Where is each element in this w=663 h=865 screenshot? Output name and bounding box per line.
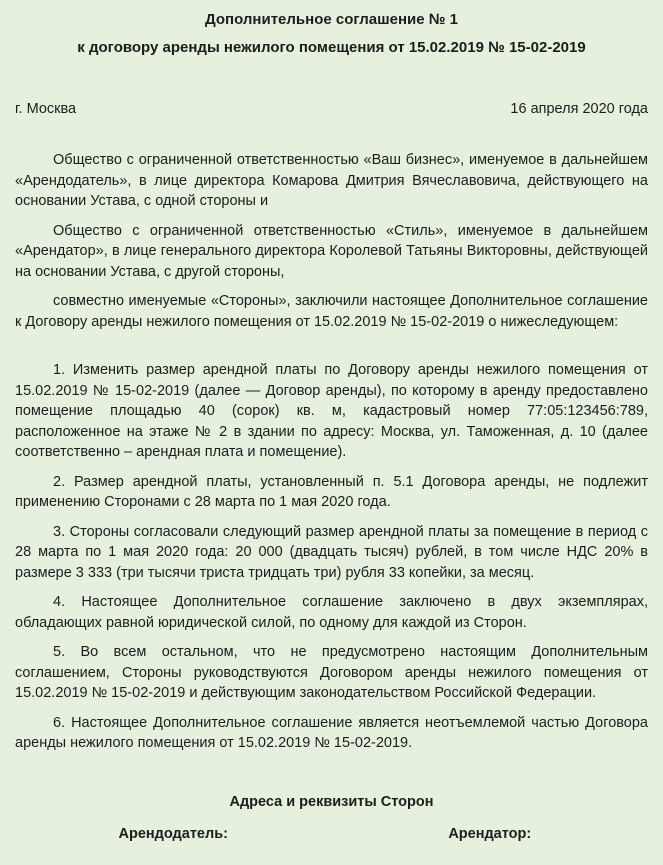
clauses-section [15, 360, 648, 754]
clause-3: 3. Стороны согласовали следующий размер арендной платы за помещение в период с 28 марта по 1 мая 2020 года: 20 000 (двадцать тысяч) рублей, в том числе НДС 20% в размере 3 333 (три тысячи триста тридцать три) рубля 33 копейки, за месяц. [15, 523, 648, 581]
landlord-label: Арендодатель: [118, 825, 228, 842]
preamble-section [15, 150, 648, 332]
clause-2: 2. Размер арендной платы, установленный п. 5.1 Договора аренды, не подлежит применению Сторонами с 28 марта по 1 мая 2020 года. [15, 473, 648, 510]
document-subtitle: к договору аренды нежилого помещения от 15.02.2019 № 15-02-2019 [77, 39, 586, 56]
clause-4: 4. Настоящее Дополнительное соглашение заключено в двух экземплярах, обладающих равной юридической силой, по одному для каждой из Сторон. [15, 594, 648, 631]
document-title: Дополнительное соглашение № 1 [205, 11, 458, 28]
signature-row [15, 825, 648, 843]
preamble-paragraph-parties: совместно именуемые «Стороны», заключили настоящее Дополнительное соглашение к Договору аренды нежилого помещения от 15.02.2019 № 15-02-2019 о нижеследующем: [15, 293, 648, 330]
document-city: г. Москва [15, 101, 77, 117]
clause-5: 5. Во всем остальном, что не предусмотрено настоящим Дополнительным соглашением, Стороны руководствуются Договором аренды нежилого помещения от 15.02.2019 № 15-02-2019 и действующим законодательством Российской Федерации. [15, 644, 648, 701]
document-date: 16 апреля 2020 года [510, 101, 648, 117]
preamble-paragraph-landlord: Общество с ограниченной ответственностью «Ваш бизнес», именуемое в дальнейшем «Арендодатель», в лице директора Комарова Дмитрия Вячеславовича, действующего на основании Устава, с одной стороны и [15, 152, 648, 209]
clause-1: 1. Изменить размер арендной платы по Договору аренды нежилого помещения от 15.02.2019 № 15-02-2019 (далее — Договор аренды), по которому в аренду предоставлено помещение площадью 40 (сорок) кв. м, кадастровый номер 77:05:123456:789, расположенное на этаже № 2 в здании по адресу: Москва, ул. Таможенная, д. 10 (далее соответственно – арендная плата и помещение). [15, 362, 648, 460]
requisites-heading: Адреса и реквизиты Сторон [229, 793, 434, 810]
clause-6: 6. Настоящее Дополнительное соглашение является неотъемлемой частью Договора аренды нежилого помещения от 15.02.2019 № 15-02-2019. [15, 714, 648, 751]
city-date-row [15, 99, 648, 119]
preamble-paragraph-tenant: Общество с ограниченной ответственностью «Стиль», именуемое в дальнейшем «Арендатор», в лице генерального директора Королевой Татьяны Викторовны, действующей на основании Устава, с другой стороны, [15, 222, 648, 280]
tenant-label: Арендатор: [448, 825, 532, 842]
